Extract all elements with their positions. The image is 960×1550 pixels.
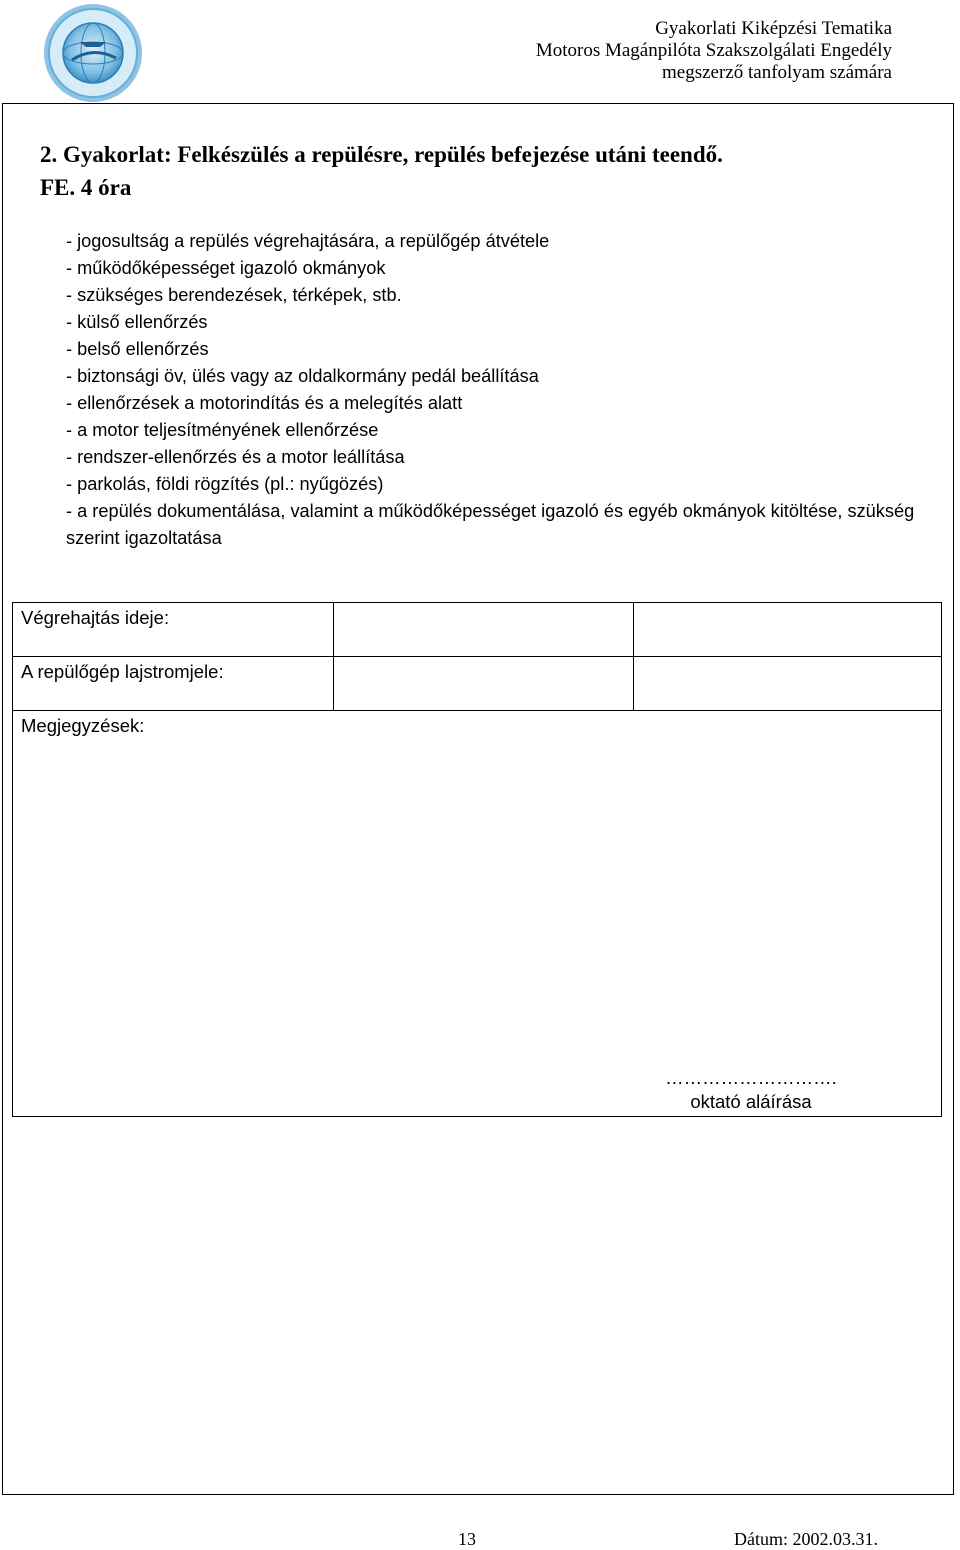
header-line-2: Motoros Magánpilóta Szakszolgálati Engedély (535, 40, 892, 61)
page-number: 13 (458, 1529, 476, 1549)
header-line-1: Gyakorlati Kiképzési Tematika (655, 18, 892, 39)
execution-time-field[interactable] (333, 603, 634, 657)
list-item: - szükséges berendezések, térképek, stb. (66, 285, 402, 305)
registration-field-2[interactable] (634, 657, 942, 711)
list-item: - biztonsági öv, ülés vagy az oldalkormány pedál beállítása (66, 366, 539, 386)
remarks-label: Megjegyzések: (21, 715, 145, 736)
list-item: - külső ellenőrzés (66, 312, 208, 332)
school-logo (42, 2, 144, 104)
record-form (12, 602, 942, 1117)
globe-emblem-icon (42, 2, 144, 104)
title-line-2: FE. 4 óra (40, 175, 132, 200)
instructor-signature (651, 1066, 851, 1114)
list-item: - jogosultság a repülés végrehajtására, a repülőgép átvétele (66, 231, 550, 251)
exercise-title (40, 138, 920, 204)
signature-label: oktató aláírása (690, 1091, 812, 1112)
list-item: - rendszer-ellenőrzés és a motor leállítása (66, 447, 405, 467)
document-header (472, 18, 892, 84)
list-item: - működőképességet igazoló okmányok (66, 258, 386, 278)
signature-line: ………………………. (665, 1067, 837, 1088)
task-list (66, 228, 926, 552)
list-item: - a repülés dokumentálása, valamint a működőképességet igazoló és egyéb okmányok kitöltése, szükség szerint igazoltatása (66, 501, 915, 548)
list-item: - parkolás, földi rögzítés (pl.: nyűgözés) (66, 474, 384, 494)
title-line-1: 2. Gyakorlat: Felkészülés a repülésre, repülés befejezése utáni teendő. (40, 142, 723, 167)
execution-time-field-2[interactable] (634, 603, 942, 657)
document-date: Dátum: 2002.03.31. (734, 1529, 878, 1549)
list-item: - ellenőrzések a motorindítás és a melegítés alatt (66, 393, 463, 413)
execution-time-label: Végrehajtás ideje: (13, 603, 334, 657)
list-item: - belső ellenőrzés (66, 339, 209, 359)
registration-label: A repülőgép lajstromjele: (13, 657, 334, 711)
header-line-3: megszerző tanfolyam számára (662, 62, 892, 83)
remarks-area[interactable] (13, 711, 942, 1117)
list-item: - a motor teljesítményének ellenőrzése (66, 420, 379, 440)
registration-field[interactable] (333, 657, 634, 711)
